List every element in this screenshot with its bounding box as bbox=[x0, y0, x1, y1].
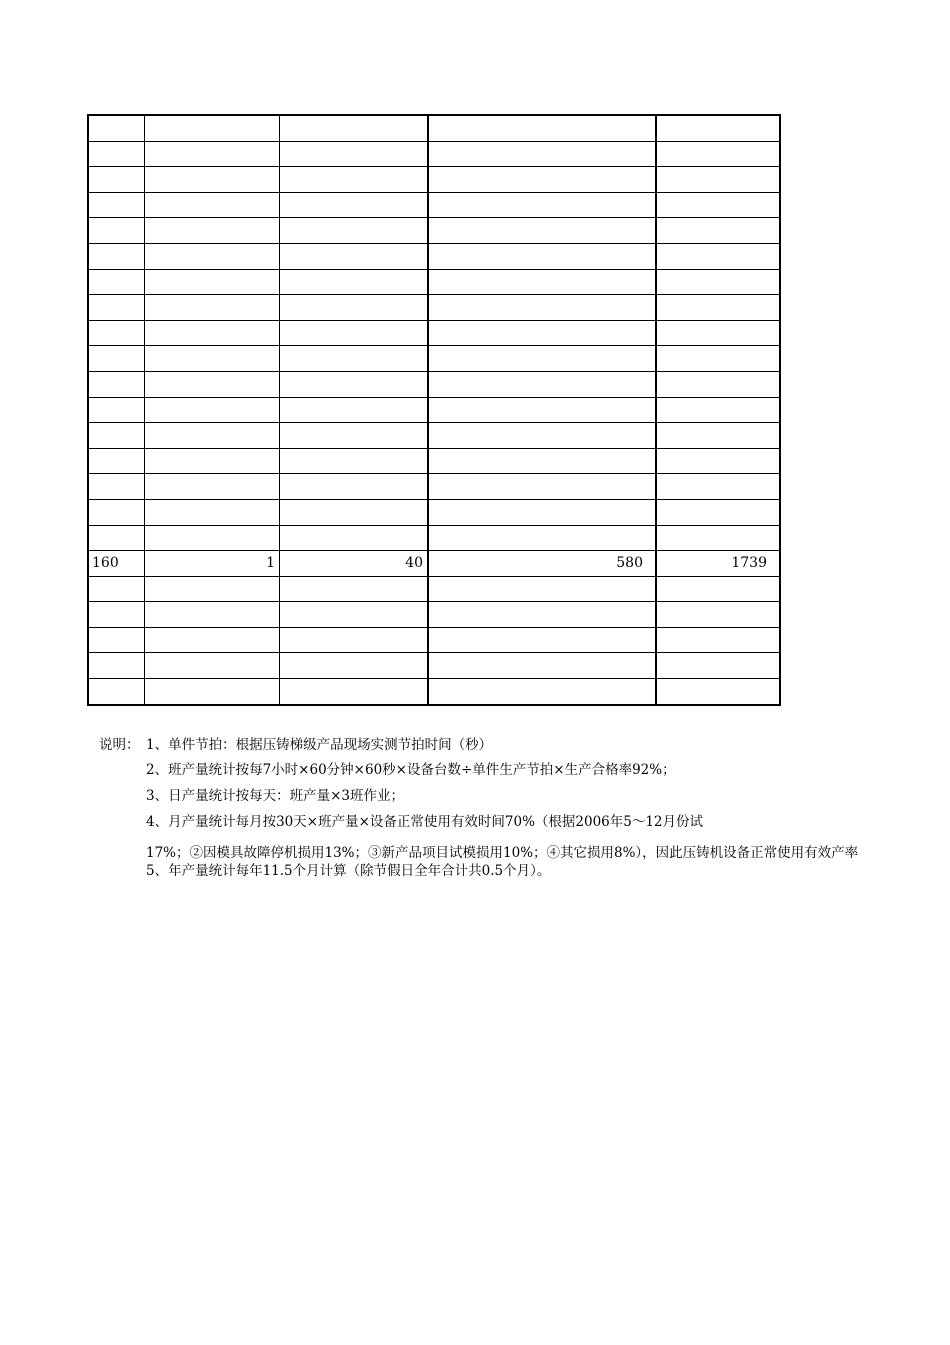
table-cell bbox=[428, 397, 656, 423]
table-cell bbox=[280, 320, 429, 346]
table-cell bbox=[88, 397, 145, 423]
table-cell bbox=[656, 320, 780, 346]
table-row bbox=[88, 346, 780, 372]
table-cell bbox=[145, 115, 280, 141]
table-cell bbox=[280, 627, 429, 653]
table-row bbox=[88, 192, 780, 218]
table-cell bbox=[280, 371, 429, 397]
table-cell: 40 bbox=[280, 551, 429, 577]
table-cell bbox=[656, 423, 780, 449]
table-cell bbox=[88, 602, 145, 628]
table-cell bbox=[145, 167, 280, 193]
table-row bbox=[88, 141, 780, 167]
table-row bbox=[88, 499, 780, 525]
table-cell bbox=[145, 295, 280, 321]
table-cell bbox=[656, 474, 780, 500]
table-cell bbox=[88, 448, 145, 474]
table-cell bbox=[145, 474, 280, 500]
table-row bbox=[88, 371, 780, 397]
table-cell bbox=[428, 243, 656, 269]
table-cell bbox=[145, 525, 280, 551]
table-cell bbox=[280, 474, 429, 500]
table-cell bbox=[428, 679, 656, 705]
table-cell bbox=[280, 397, 429, 423]
table-row bbox=[88, 167, 780, 193]
table-cell bbox=[280, 653, 429, 679]
table-row bbox=[88, 243, 780, 269]
table-cell bbox=[428, 320, 656, 346]
table-cell bbox=[428, 167, 656, 193]
table-cell bbox=[656, 243, 780, 269]
table-cell bbox=[88, 346, 145, 372]
table-cell bbox=[428, 269, 656, 295]
table-cell bbox=[656, 602, 780, 628]
table-cell bbox=[145, 576, 280, 602]
table-cell: 580 bbox=[428, 551, 656, 577]
table-cell: 1739 bbox=[656, 551, 780, 577]
table-cell bbox=[145, 679, 280, 705]
table-cell bbox=[280, 141, 429, 167]
note-line-4-continued: 17%；②因模具故障停机损用13%；③新产品项目试模损用10%；④其它损用8%），因此压铸机设备正常使用有效产率 bbox=[146, 845, 859, 861]
table-cell bbox=[145, 448, 280, 474]
table-cell bbox=[280, 679, 429, 705]
table-row bbox=[88, 423, 780, 449]
table-cell bbox=[656, 576, 780, 602]
table-cell bbox=[88, 141, 145, 167]
table-cell bbox=[428, 423, 656, 449]
table-cell bbox=[145, 653, 280, 679]
table-cell bbox=[280, 602, 429, 628]
table-cell bbox=[428, 115, 656, 141]
table-cell bbox=[428, 192, 656, 218]
table-cell bbox=[656, 448, 780, 474]
table-cell bbox=[428, 602, 656, 628]
table-cell bbox=[656, 679, 780, 705]
note-line-2: 2、班产量统计按每7小时×60分钟×60秒×设备台数÷单件生产节拍×生产合格率92%； bbox=[146, 762, 676, 778]
table-cell bbox=[145, 602, 280, 628]
table-cell bbox=[145, 269, 280, 295]
table-cell bbox=[280, 243, 429, 269]
table-cell bbox=[280, 115, 429, 141]
table-cell bbox=[656, 192, 780, 218]
table-cell bbox=[88, 679, 145, 705]
table-cell bbox=[145, 397, 280, 423]
table-row bbox=[88, 525, 780, 551]
table-cell bbox=[145, 243, 280, 269]
table-cell bbox=[145, 218, 280, 244]
table-cell bbox=[656, 141, 780, 167]
production-table bbox=[87, 114, 781, 706]
table-cell bbox=[145, 320, 280, 346]
table-cell bbox=[88, 218, 145, 244]
table-cell bbox=[428, 525, 656, 551]
table-row bbox=[88, 602, 780, 628]
table-cell bbox=[428, 653, 656, 679]
table-cell bbox=[280, 525, 429, 551]
table-cell bbox=[656, 115, 780, 141]
table-cell bbox=[88, 192, 145, 218]
table-cell bbox=[88, 525, 145, 551]
table-cell bbox=[88, 474, 145, 500]
table-cell bbox=[656, 627, 780, 653]
table-cell bbox=[656, 525, 780, 551]
table-cell bbox=[280, 167, 429, 193]
table-cell bbox=[656, 371, 780, 397]
table-cell: 160 bbox=[88, 551, 145, 577]
note-line-4: 4、月产量统计每月按30天×班产量×设备正常使用有效时间70%（根据2006年5～12月份试 bbox=[146, 814, 704, 830]
table-row bbox=[88, 295, 780, 321]
table-cell bbox=[88, 269, 145, 295]
table-cell bbox=[145, 192, 280, 218]
table-cell bbox=[88, 115, 145, 141]
table-cell bbox=[428, 448, 656, 474]
table-row bbox=[88, 576, 780, 602]
notes-label: 说明： bbox=[99, 737, 140, 753]
table-cell bbox=[280, 218, 429, 244]
table-cell bbox=[280, 295, 429, 321]
table-row bbox=[88, 218, 780, 244]
note-line-3: 3、日产量统计按每天：班产量×3班作业； bbox=[146, 788, 404, 804]
table-cell bbox=[656, 167, 780, 193]
table-cell bbox=[145, 346, 280, 372]
table-cell bbox=[145, 499, 280, 525]
table-row-data bbox=[88, 551, 780, 577]
table-cell bbox=[656, 346, 780, 372]
table-cell bbox=[88, 167, 145, 193]
table-row bbox=[88, 115, 780, 141]
table-cell bbox=[88, 295, 145, 321]
table-cell bbox=[280, 192, 429, 218]
table-cell bbox=[428, 627, 656, 653]
table-cell bbox=[280, 269, 429, 295]
table-cell bbox=[88, 243, 145, 269]
table-cell bbox=[88, 576, 145, 602]
table-cell: 1 bbox=[145, 551, 280, 577]
table-row bbox=[88, 320, 780, 346]
table-cell bbox=[145, 627, 280, 653]
table-cell bbox=[280, 423, 429, 449]
table-row bbox=[88, 448, 780, 474]
table-row bbox=[88, 474, 780, 500]
table-cell bbox=[656, 269, 780, 295]
table-cell bbox=[656, 653, 780, 679]
table-cell bbox=[280, 346, 429, 372]
table-cell bbox=[88, 653, 145, 679]
table-cell bbox=[88, 627, 145, 653]
table-row bbox=[88, 269, 780, 295]
table-cell bbox=[428, 141, 656, 167]
table-cell bbox=[428, 371, 656, 397]
table-cell bbox=[280, 448, 429, 474]
table-row bbox=[88, 679, 780, 705]
table-cell bbox=[145, 423, 280, 449]
table-cell bbox=[88, 371, 145, 397]
table-cell bbox=[428, 218, 656, 244]
table-cell bbox=[656, 499, 780, 525]
table-cell bbox=[428, 346, 656, 372]
table-cell bbox=[656, 295, 780, 321]
table-cell bbox=[656, 397, 780, 423]
table-cell bbox=[88, 423, 145, 449]
note-line-5: 5、年产量统计每年11.5个月计算（除节假日全年合计共0.5个月）。 bbox=[146, 863, 551, 879]
table-cell bbox=[88, 499, 145, 525]
note-line-1: 1、单件节拍：根据压铸梯级产品现场实测节拍时间（秒） bbox=[146, 737, 493, 753]
table-row bbox=[88, 627, 780, 653]
table-row bbox=[88, 653, 780, 679]
table-cell bbox=[428, 576, 656, 602]
table-cell bbox=[428, 295, 656, 321]
table-cell bbox=[280, 576, 429, 602]
table-row bbox=[88, 397, 780, 423]
table-cell bbox=[428, 499, 656, 525]
table-cell bbox=[428, 474, 656, 500]
table-cell bbox=[145, 371, 280, 397]
table-cell bbox=[145, 141, 280, 167]
table-cell bbox=[280, 499, 429, 525]
table-cell bbox=[88, 320, 145, 346]
table-cell bbox=[656, 218, 780, 244]
